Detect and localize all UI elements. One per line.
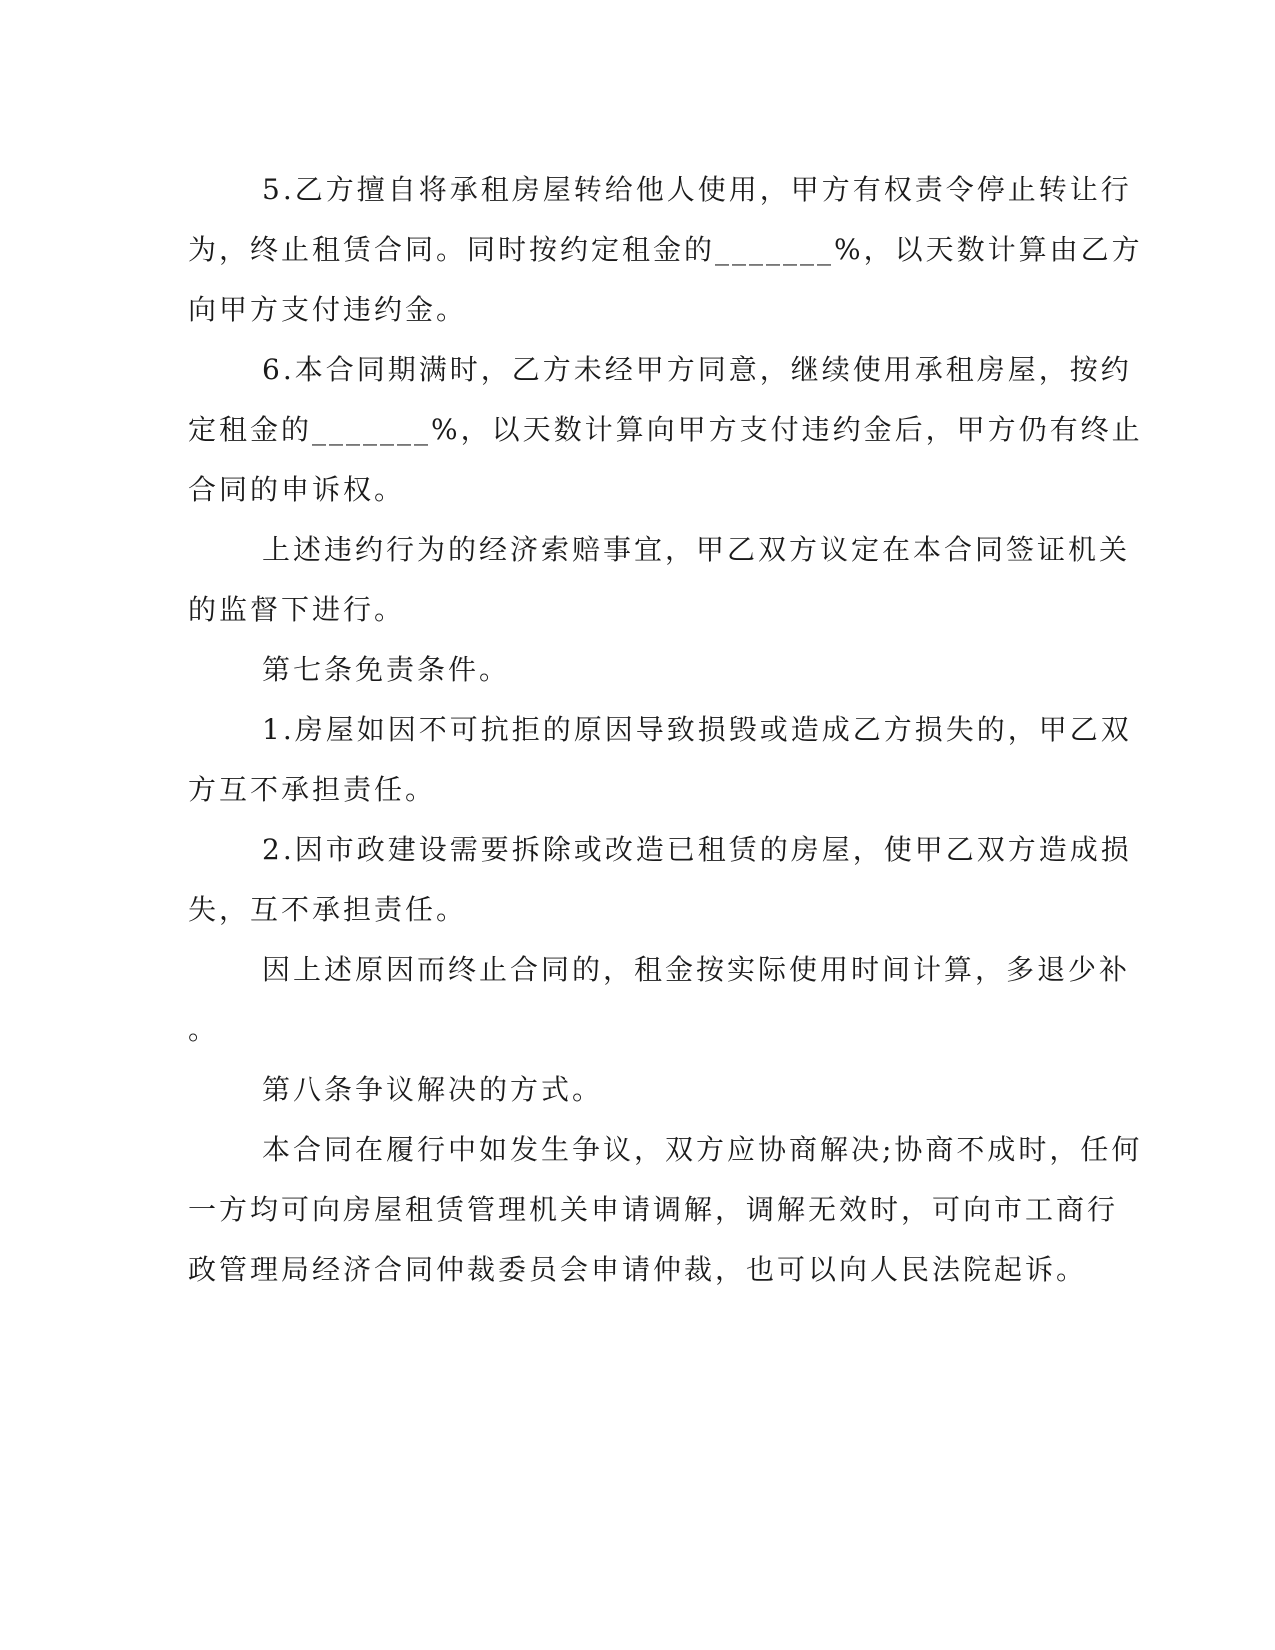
paragraph-exemption-1 (188, 700, 1132, 820)
heading-article-8 (188, 1060, 1088, 1120)
text-line: 合同的申诉权。 (188, 473, 406, 506)
text-line: 第八条争议解决的方式。 (262, 1073, 604, 1106)
text-line: 5.乙方擅自将承租房屋转给他人使用，甲方有权责令停止转让行 (262, 173, 1132, 206)
text-line: 政管理局经济合同仲裁委员会申请仲裁，也可以向人民法院起诉。 (188, 1253, 1088, 1286)
paragraph-exemption-2 (188, 820, 1132, 940)
text-line: 本合同在履行中如发生争议，双方应协商解决;协商不成时，任何 (262, 1133, 1143, 1166)
text-line: 因上述原因而终止合同的，租金按实际使用时间计算，多退少补 (262, 953, 1131, 986)
text-line: 上述违约行为的经济索赔事宜，甲乙双方议定在本合同签证机关 (262, 533, 1131, 566)
document-body (188, 160, 1143, 1300)
text-line: 向甲方支付违约金。 (188, 293, 468, 326)
text-line: 第七条免责条件。 (262, 653, 511, 686)
paragraph-rent-settlement (188, 940, 1131, 1060)
text-line: 。 (188, 1013, 220, 1046)
heading-article-7 (188, 640, 1088, 700)
text-line: 失，互不承担责任。 (188, 893, 468, 926)
text-line: 一方均可向房屋租赁管理机关申请调解，调解无效时，可向市工商行 (188, 1193, 1119, 1226)
text-line: 的监督下进行。 (188, 593, 406, 626)
paragraph-clause-6 (188, 340, 1143, 520)
text-line: 6.本合同期满时，乙方未经甲方同意，继续使用承租房屋，按约 (262, 353, 1132, 386)
paragraph-dispute-resolution (188, 1120, 1143, 1300)
paragraph-compensation (188, 520, 1131, 640)
paragraph-clause-5 (188, 160, 1143, 340)
text-line: 定租金的_______%，以天数计算向甲方支付违约金后，甲方仍有终止 (188, 413, 1143, 446)
text-line: 1.房屋如因不可抗拒的原因导致损毁或造成乙方损失的，甲乙双 (262, 713, 1132, 746)
text-line: 为，终止租赁合同。同时按约定租金的_______%，以天数计算由乙方 (188, 233, 1143, 266)
text-line: 方互不承担责任。 (188, 773, 437, 806)
text-line: 2.因市政建设需要拆除或改造已租赁的房屋，使甲乙双方造成损 (262, 833, 1132, 866)
